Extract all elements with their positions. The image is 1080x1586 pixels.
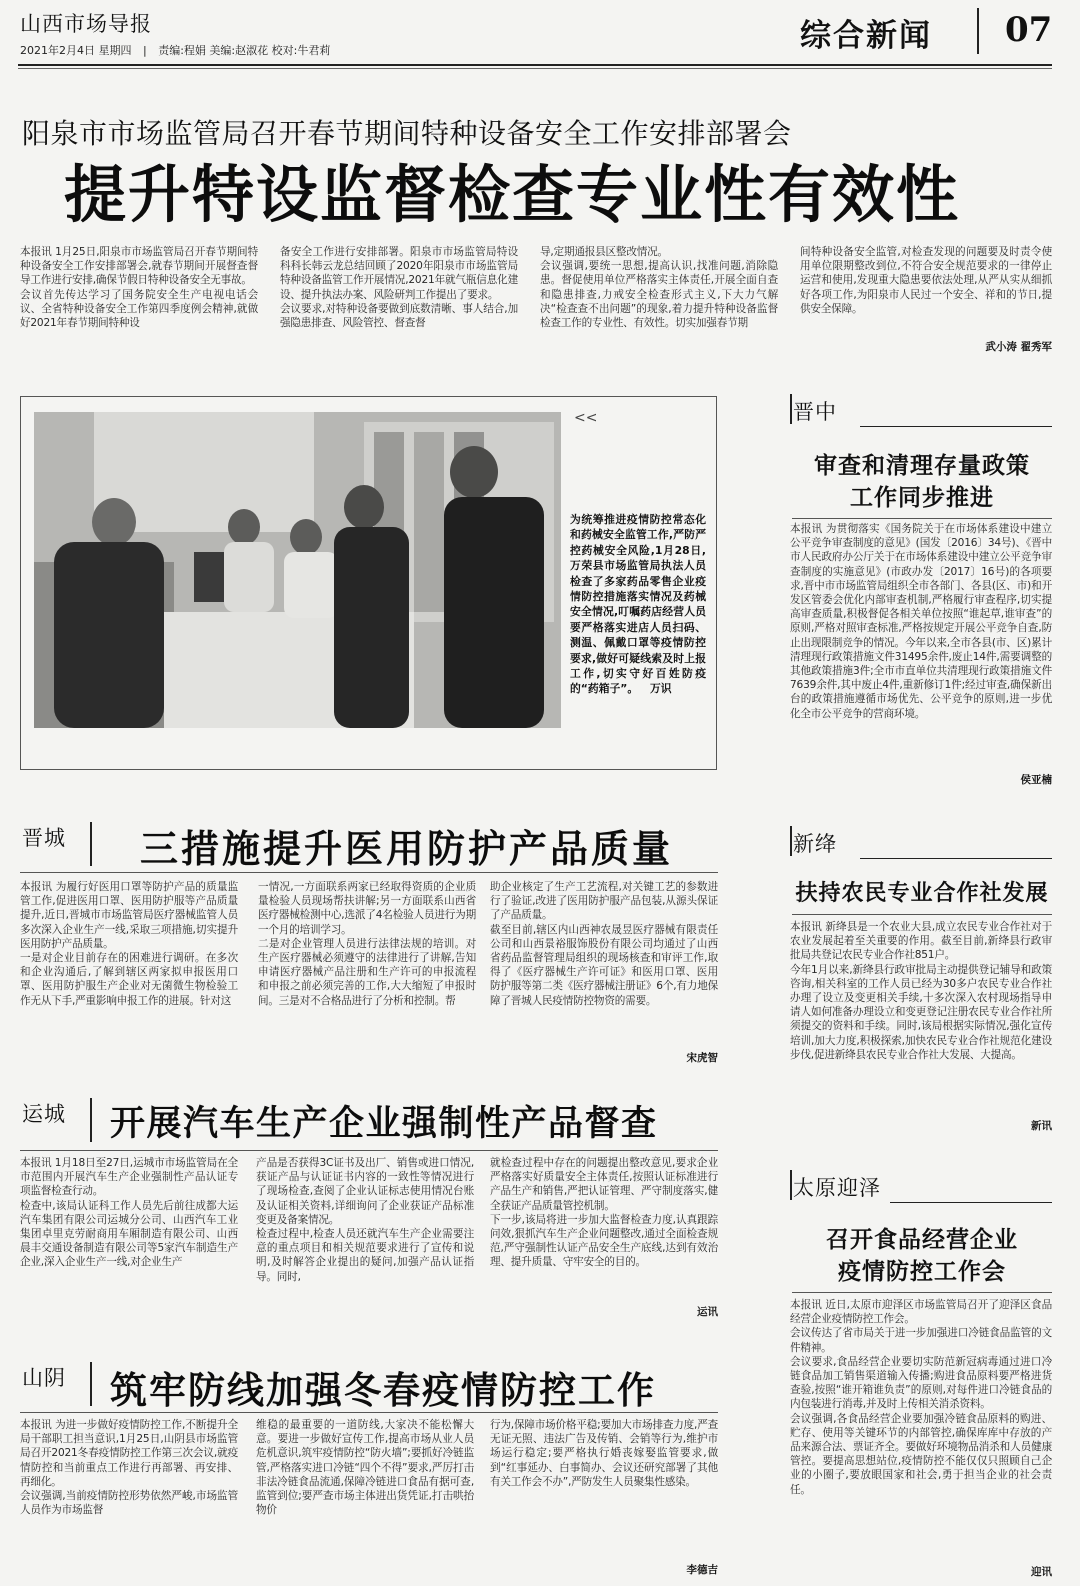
lead-column-4: [800, 245, 1052, 337]
lead-text-2: 备安全工作进行安排部署。阳泉市市场监管局特设科科长韩云龙总结回顾了2020年阳泉市市场监管局特种设备监管工作开展情况,2021年就气瓶信息化建设、提升执法办案、风险研判工作提出了要求。 会议要求,对特种设备要做到底数清晰、事人结合,加强隐患排查、风险管控、督查督: [280, 246, 518, 330]
yuncheng-text-1: 本报讯 1月18日至27日,运城市市场监管局在全市范围内开展汽车生产企业强制性产品认证专项监督检查行动。 检查中,该局认证科工作人员先后前往成都大运汽车集团有限公司运城分公司、山西汽车工业集团卓里克劳耐商用车厢制造有限公司、山西晨丰交通设备制造有限公司等5家汽车制造生产企业,深入企业生产一线,对企业生产: [20, 1157, 238, 1269]
lead-kicker: 阳泉市市场监管局召开春节期间特种设备安全工作安排部署会: [22, 117, 792, 150]
jincheng-text-3: 助企业核定了生产工艺流程,对关键工艺的参数进行了验证,改进了医用防护服产品包装,从源头保证了产品质量。 截至目前,辖区内山西神农晟昱医疗器械有限责任公司和山西景裕服饰股份有限公司均通过了山西省药品监督管理局组织的现场核查和审评工作,取得了《医疗器械生产许可证》和医用口罩、医用防护服等第二类《医疗器械注册证》6个,有力地保障了晋城人民疫情防控物资的需要。: [490, 881, 718, 1007]
jincheng-divider: [90, 822, 92, 866]
xinjiang-rule: [860, 858, 1052, 859]
pharmacy-inspection-image: [34, 412, 561, 728]
shanyin-divider: [90, 1362, 92, 1406]
lead-headline: 提升特设监督检查专业性有效性: [64, 158, 961, 231]
taiyuan-text: 本报讯 近日,太原市迎泽区市场监管局召开了迎泽区食品经营企业疫情防控工作会。 会议传达了省市局关于进一步加强进口冷链食品监管的文件精神。 会议要求,食品经营企业要切实防范新冠病毒通过进口冷链食品加工销售渠道输入传播;购进食品原料要严格进货查验,按照“谁开箱谁负责”的原则,对每件进口冷链食品的内包装进行消毒,并及时上传相关消杀资料。 会议强调,各食品经营企业要加强冷链食品原料的购进、贮存、使用等关键环节的内部管控,确保库库中存放的产品来源合法、票证齐全。要做好环境物品消杀和人员健康管控。要提高思想站位,疫情防控不能仅仅只照顾自己企业的小圈子,要放眼国家和社会,勇于担当企业的社会责任。: [790, 1299, 1052, 1496]
jincheng-column-2: [258, 880, 476, 1065]
xinjiang-region: 新绛: [793, 832, 837, 856]
yuncheng-headline: 开展汽车生产企业强制性产品督查: [110, 1104, 658, 1144]
masthead-rule: [18, 64, 1052, 66]
xinjiang-author: 新讯: [1031, 1120, 1052, 1132]
lead-column-1: [20, 245, 258, 357]
header-divider: [977, 8, 979, 54]
xinjiang-title: 扶持农民专业合作社发展: [795, 881, 1049, 906]
shanyin-column-2: [256, 1418, 474, 1564]
taiyuan-title-line1: 召开食品经营企业: [826, 1227, 1018, 1253]
jinzhong-title-rule: [792, 518, 1052, 519]
jinzhong-body: [790, 522, 1052, 784]
xinjiang-text: 本报讯 新绛县是一个农业大县,成立农民专业合作社对于农业发展起着至关重要的作用。截至目前,新绛县行政审批局共登记农民专业合作社851户。 今年1月以来,新绛县行政审批局主动提供登记辅导和政策咨询,相关科室的工作人员已经为30多户农民专业合作社办理了设立及变更相关手续,十多次深入农村现场指导申请人如何准备办理设立和变更登记注册农民专业合作社所须提交的资料和手续。同时,该局根据实际情况,强化宣传培训,加大力度,积极探索,加快农民专业合作社规范化建设步伐,促进新绛县农民专业合作社大发展、大提高。: [790, 921, 1052, 1061]
shanyin-column-1: [20, 1418, 238, 1564]
shanyin-text-3: 行为,保障市场价格平稳;要加大市场排查力度,严查无证无照、违法广告及传销、会销等行为,维护市场运行稳定;要严格执行婚丧嫁娶监管要求,做到“红事延办、白事简办、会议还研究部署了其他有关工作会不办”,严防发生人员聚集性感染。: [490, 1419, 718, 1488]
jincheng-text-2: 一情况,一方面联系两家已经取得资质的企业质量检验人员现场帮扶讲解;另一方面联系山西省医疗器械检测中心,选派了4名检验人员进行为期一个月的培训学习。 二是对企业管理人员进行法律法规的培训。对生产医疗器械必须遵守的法律进行了讲解,告知申请医疗器械产品注册和生产许可的申报流程和申报之前必须完善的工作,大大缩短了申报时间。三是对不合格品进行了分析和控制。帮: [258, 881, 476, 1007]
photo-caption-text: 为统筹推进疫情防控常态化和药械安全监管工作,严防严控药械安全风险,1月28日,万荣县市场监管局执法人员检查了多家药品零售企业疫情防控措施落实情况及药械安全情况,叮嘱药店经营人员要严格落实进店人员扫码、测温、佩戴口罩等疫情防控要求,做好可疑线索及时上报工作,切实守好百姓防疫的“药箱子”。: [570, 513, 706, 696]
yuncheng-text-2: 产品是否获得3C证书及出厂、销售或进口情况,获证产品与认证证书内容的一致性等情况进行了现场检查,查阅了企业认证标志使用情况台账及认证相关资料,详细询问了企业获证产品标准变更及备案情况。 检查过程中,检查人员还就汽车生产企业需要注意的重点项目和相关规范要求进行了宣传和说明,及时解答企业提出的疑问,加强产品认证指导。同时,: [256, 1157, 474, 1283]
jinzhong-text: 本报讯 为贯彻落实《国务院关于在市场体系建设中建立公平竞争审查制度的意见》(国发〔2016〕34号)、《晋中市人民政府办公厅关于在市场体系建设中建立公平竞争审查制度的实施意见》(市政办发〔2017〕16号)的各项要求,晋中市市场监管局组织全市各部门、各县(区、市)和开发区管委会优化内部审查机制,严格履行审查程序,切实提高审查质量,积极督促各相关单位按照“谁起草,谁审查”的原则,严格对照审查标准,严格按规定开展公平竞争自查,防止出现限制竞争的情况。今年以来,全市各县(市、区)累计清理现行政策措施文件31495余件,废止14件,需要调整的其他政策措施3件;全市市直单位共清理现行政策措施文件7639余件,其中废止4件,重新修订1件;经过审查,确保新出台的政策措施遵循市场优先、公平竞争的原则,进一步优化全市公平竞争的营商环境。: [790, 523, 1052, 720]
taiyuan-body: [790, 1298, 1052, 1562]
lead-text-3: 导,定期通报县区整改情况。 会议强调,要统一思想,提高认识,找准问题,消除隐患。督促使用单位严格落实主体责任,开展全面自查和隐患排查,力戒安全检查形式主义,下大力气解决“检查查不出问题”的现象,着力提升特种设备监督检查工作的专业性、有效性。切实加强春节期: [540, 246, 778, 330]
taiyuan-title-line2: 疫情防控工作会: [838, 1259, 1006, 1285]
taiyuan-rule: [890, 1202, 1052, 1203]
lead-author: 武小涛 翟秀军: [985, 341, 1052, 353]
xinjiang-title-rule: [792, 914, 1052, 915]
yuncheng-column-2: [256, 1156, 474, 1326]
editor-credits: 责编:程娟 美编:赵淑花 校对:牛君莉: [158, 44, 331, 57]
shanyin-headline: 筑牢防线加强冬春疫情防控工作: [110, 1369, 656, 1412]
photo-credit: 万识: [649, 682, 672, 696]
news-photo: [34, 412, 561, 728]
lead-text-1: 本报讯 1月25日,阳泉市市场监管局召开春节期间特种设备安全工作安排部署会,就春节期间开展督查督导工作进行安排,确保节假日特种设备安全无事故。 会议首先传达学习了国务院安全生产电视电话会议、全省特种设备安全工作第四季度例会精神,就做好2021年春节期间特种设: [20, 246, 258, 330]
section-name: 综合新闻: [800, 18, 932, 54]
jincheng-rule: [20, 872, 718, 873]
yuncheng-divider: [90, 1098, 92, 1142]
shanyin-text-2: 维稳的最重要的一道防线,大家决不能松懈大意。要进一步做好宣传工作,提高市场从业人员危机意识,筑牢疫情防控“防火墙”;要抓好冷链监管,严格落实进口冷链“四个不得”要求,严厉打击非法冷链食品流通,保障冷链进口食品有据可查,监管到位;要严查市场主体进出货凭证,打击哄抬物价: [256, 1419, 474, 1517]
yuncheng-column-3: [490, 1156, 718, 1306]
masthead-rule-thin: [18, 68, 1052, 69]
lead-column-2: [280, 245, 518, 357]
shanyin-author: 李德吉: [686, 1564, 718, 1576]
issue-date: 2021年2月4日 星期四: [20, 44, 132, 57]
jincheng-author: 宋虎智: [686, 1052, 718, 1064]
jinzhong-rule: [860, 426, 1052, 427]
jinzhong-author: 侯亚楠: [1020, 774, 1052, 786]
shanyin-text-1: 本报讯 为进一步做好疫情防控工作,不断提升全局干部职工担当意识,1月25日,山阴县市场监管局召开2021冬春疫情防控工作第三次会议,就疫情防控和当前重点工作进行再部署、再安排、再细化。 会议强调,当前疫情防控形势依然严峻,市场监管人员作为市场监督: [20, 1419, 238, 1517]
yuncheng-region: 运城: [22, 1102, 66, 1126]
xinjiang-body: [790, 920, 1052, 1130]
jincheng-region: 晋城: [22, 826, 66, 850]
jinzhong-title-line2: 工作同步推进: [850, 485, 994, 511]
taiyuan-title-rule: [792, 1292, 1052, 1293]
jinzhong-title-line1: 审查和清理存量政策: [814, 453, 1030, 479]
lead-column-3: [540, 245, 778, 357]
jincheng-headline: 三措施提升医用防护产品质量: [140, 827, 674, 871]
shanyin-region: 山阴: [22, 1366, 66, 1390]
jinzhong-region: 晋中: [793, 400, 837, 424]
yuncheng-text-3: 就检查过程中存在的问题提出整改意见,要求企业严格落实好质量安全主体责任,按照认证标准进行产品生产和销售,严把认证管理、严守制度落实,健全获证产品质量管控机制。 下一步,该局将进一步加大监督检查力度,认真跟踪问效,狠抓汽车生产企业问题整改,通过全面检查规范,严守强制性认证产品安全生产底线,达到有效治理、提升质量、守牢安全的目的。: [490, 1157, 718, 1269]
lead-text-4: 间特种设备安全监管,对检查发现的问题要及时责令使用单位限期整改到位,不符合安全规范要求的一律停止运营和使用,发现重大隐患要依法处理,从严从实从细抓好各项工作,为阳泉市人民过一个安全、祥和的节日,提供安全保障。: [800, 246, 1052, 315]
jincheng-column-1: [20, 880, 238, 1065]
paper-name: 山西市场导报: [20, 12, 152, 36]
taiyuan-author: 迎讯: [1031, 1566, 1052, 1578]
taiyuan-region: 太原迎泽: [793, 1176, 881, 1200]
taiyuan-top-rule: [790, 1170, 792, 1200]
photo-caption: [570, 512, 706, 762]
jinzhong-top-rule: [790, 394, 792, 424]
yuncheng-column-1: [20, 1156, 238, 1326]
jincheng-column-3: [490, 880, 718, 1048]
photo-arrow: <<: [574, 410, 598, 426]
shanyin-rule: [20, 1412, 718, 1413]
xinjiang-top-rule: [790, 826, 792, 856]
yuncheng-rule: [20, 1150, 718, 1151]
page-number: 07: [1005, 10, 1053, 50]
shanyin-column-3: [490, 1418, 718, 1548]
yuncheng-author: 运讯: [697, 1306, 718, 1318]
date-line: 2021年2月4日 星期四 | 责编:程娟 美编:赵淑花 校对:牛君莉: [20, 44, 331, 57]
jincheng-text-1: 本报讯 为履行好医用口罩等防护产品的质量监管工作,促进医用口罩、医用防护服等产品质量提升,近日,晋城市市场监管局医疗器械监管人员多次深入企业生产一线,采取三项措施,切实提升医用防护产品质量。 一是对企业目前存在的困难进行调研。在多次和企业沟通后,了解到辖区两家拟申报医用口罩、医用防护服生产企业对无菌微生物检验工作无从下手,严重影响申报工作的进展。针对这: [20, 881, 238, 1007]
